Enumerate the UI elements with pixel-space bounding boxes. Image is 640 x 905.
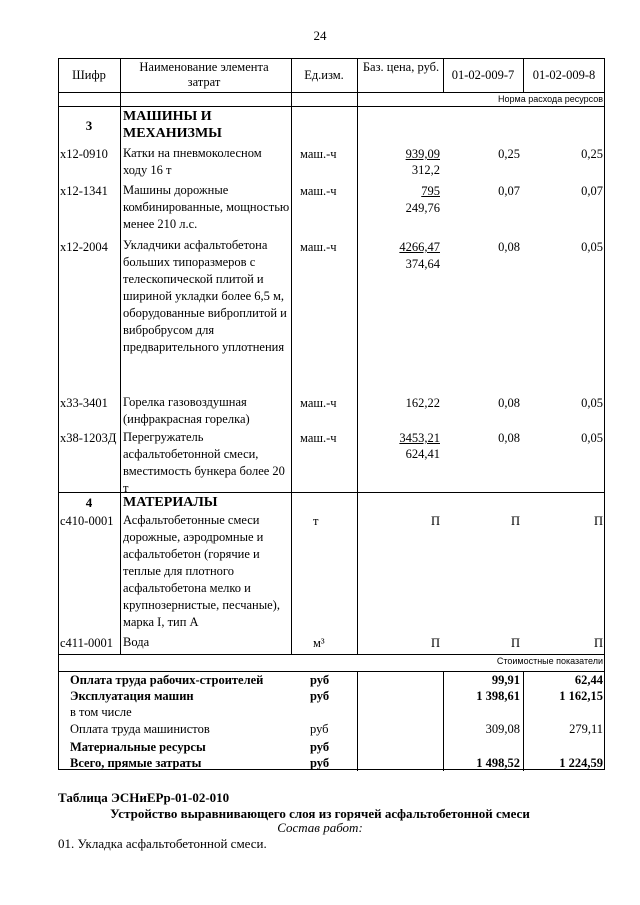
section-3-title: МАШИНЫ И МЕХАНИЗМЫ xyxy=(123,109,222,141)
total-value-a: 1 498,52 xyxy=(476,756,520,770)
row-price: 939,09 xyxy=(405,147,440,161)
total-label: Оплата труда машинистов xyxy=(70,722,210,736)
row-name: Асфальтобетонные смеси дорожные, аэродромные и асфальтобетон (горячие и теплые для плотного асфальтобетона мелко и крупнозернистые, песчаные), марка I, тип А xyxy=(123,513,280,629)
row-code: c410-0001 xyxy=(60,514,114,528)
row-price-labor: 249,76 xyxy=(405,201,440,215)
total-label: Эксплуатация машин xyxy=(70,689,194,703)
total-value-b: 1 162,15 xyxy=(559,689,603,703)
row-value-b: П xyxy=(593,636,603,650)
row-name: Вода xyxy=(123,635,150,649)
total-unit: руб xyxy=(310,722,329,736)
row-unit: маш.-ч xyxy=(300,396,337,410)
row-price: П xyxy=(430,636,440,650)
row-value-a: 0,07 xyxy=(498,184,520,198)
row-value-a: 0,08 xyxy=(498,396,520,410)
total-unit: руб xyxy=(310,740,330,754)
row-name: Катки на пневмоколесном ходу 16 т xyxy=(123,146,262,177)
total-value-a: 1 398,61 xyxy=(476,689,520,703)
header-code: Шифр xyxy=(72,68,106,82)
total-value-b: 279,11 xyxy=(569,722,603,736)
header-name: Наименование элемента затрат xyxy=(139,60,269,89)
row-value-a: 0,08 xyxy=(498,431,520,445)
section-4-number: 4 xyxy=(85,495,93,510)
header-col-b: 01-02-009-8 xyxy=(532,68,596,82)
row-name: Укладчики асфальтобетона больших типоразмеров с телескопической плитой и шириной укладки более 6,5 м, оборудованные виброплитой и вибробрусом для предварительного уплотнения xyxy=(123,238,287,354)
row-price: 3453,21 xyxy=(399,431,440,445)
row-value-b: П xyxy=(593,514,603,528)
row-value-b: 0,25 xyxy=(581,147,603,161)
row-unit: маш.-ч xyxy=(300,184,337,198)
section-3-number: 3 xyxy=(85,118,93,133)
total-unit: руб xyxy=(310,673,330,687)
total-label: Всего, прямые затраты xyxy=(70,756,202,770)
row-price: 4266,47 xyxy=(399,240,440,254)
row-value-b: 0,07 xyxy=(581,184,603,198)
total-value-b: 62,44 xyxy=(574,673,603,687)
cost-caption: Стоимостные показатели xyxy=(496,656,603,666)
table-title: Таблица ЭСНиЕРр-01-02-010 xyxy=(58,790,230,805)
row-value-a: П xyxy=(510,636,520,650)
row-name: Перегружатель асфальтобетонной смеси, вместимость бункера более 20 т xyxy=(123,430,285,495)
row-code: x12-0910 xyxy=(60,147,108,161)
header-col-a: 01-02-009-7 xyxy=(451,68,515,82)
total-unit: руб xyxy=(310,689,330,703)
row-name: Горелка газовоздушная (инфракрасная горелка) xyxy=(123,395,250,426)
total-unit: руб xyxy=(310,756,330,770)
page-number: 24 xyxy=(313,28,327,43)
work-caption: Состав работ: xyxy=(277,820,363,835)
table-subtitle: Устройство выравнивающего слоя из горячей асфальтобетонной смеси xyxy=(110,806,530,821)
total-label: Оплата труда рабочих-строителей xyxy=(70,673,264,687)
header-unit: Ед.изм. xyxy=(304,68,344,82)
row-value-a: 0,25 xyxy=(498,147,520,161)
row-price: 795 xyxy=(421,184,440,198)
total-label: в том числе xyxy=(70,705,132,719)
row-price-labor: 312,2 xyxy=(411,163,440,177)
total-value-a: 309,08 xyxy=(485,722,520,736)
row-price: П xyxy=(430,514,440,528)
row-value-b: 0,05 xyxy=(581,431,603,445)
section-4-title: МАТЕРИАЛЫ xyxy=(123,495,218,510)
total-value-b: 1 224,59 xyxy=(559,756,603,770)
row-unit: маш.-ч xyxy=(300,147,337,161)
row-unit: маш.-ч xyxy=(300,431,337,445)
row-value-b: 0,05 xyxy=(581,396,603,410)
row-value-b: 0,05 xyxy=(581,240,603,254)
row-unit: м³ xyxy=(313,636,325,650)
row-price-labor: 624,41 xyxy=(405,447,440,461)
row-name: Машины дорожные комбинированные, мощностью менее 210 л.с. xyxy=(123,183,290,231)
row-value-a: 0,08 xyxy=(498,240,520,254)
row-code: x33-3401 xyxy=(60,396,108,410)
row-unit: т xyxy=(313,514,319,528)
norm-caption: Норма расхода ресурсов xyxy=(498,94,603,104)
row-unit: маш.-ч xyxy=(300,240,337,254)
row-code: x38-1203Д xyxy=(60,431,117,445)
row-code: x12-1341 xyxy=(60,184,108,198)
work-item: 01. Укладка асфальтобетонной смеси. xyxy=(58,836,267,851)
total-label: Материальные ресурсы xyxy=(70,740,206,754)
row-value-a: П xyxy=(510,514,520,528)
row-price: 162,22 xyxy=(405,396,440,410)
row-price-labor: 374,64 xyxy=(405,257,440,271)
row-code: x12-2004 xyxy=(60,240,108,254)
header-price: Баз. цена, руб. xyxy=(362,60,440,74)
row-code: c411-0001 xyxy=(60,636,113,650)
total-value-a: 99,91 xyxy=(491,673,520,687)
